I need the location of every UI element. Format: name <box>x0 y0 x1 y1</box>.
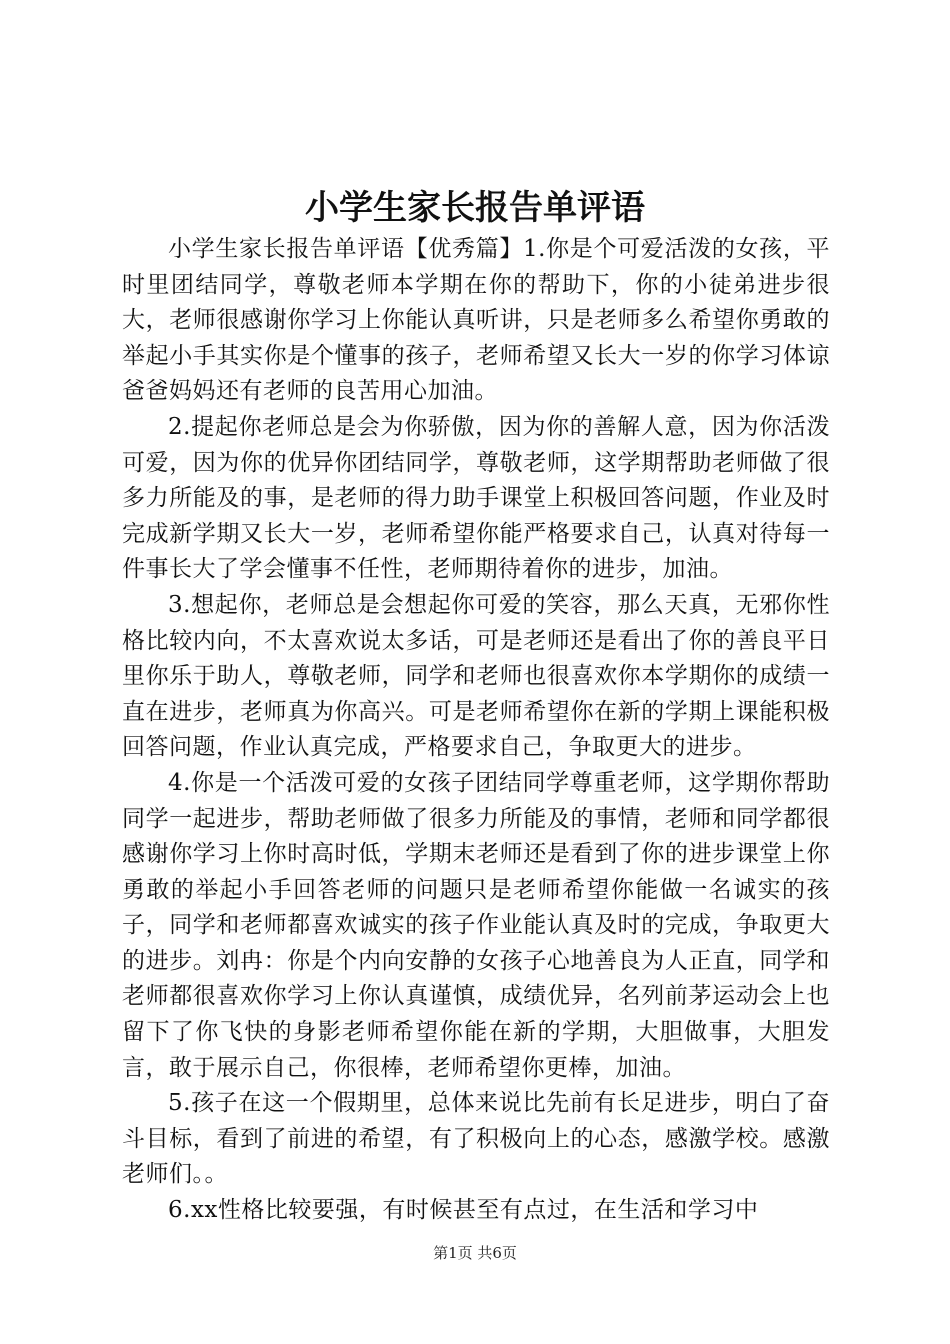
document-title: 小学生家长报告单评语 <box>305 188 645 228</box>
paragraph-4: 4.你是一个活泼可爱的女孩子团结同学尊重老师，这学期你帮助同学一起进步，帮助老师做了很多力所能及的事情，老师和同学都很感谢你学习上你时高时低，学期末老师还是看到了你的进步课堂上你勇敢的举起小手回答老师的问题只是老师希望你能做一名诚实的孩子，同学和老师都喜欢诚实的孩子作业能认真及时的完成，争取更大的进步。刘冉：你是个内向安静的女孩子心地善良为人正直，同学和老师都很喜欢你学习上你认真谨慎，成绩优异，名列前茅运动会上也留下了你飞快的身影老师希望你能在新的学期，大胆做事，大胆发言，敢于展示自己，你很棒，老师希望你更棒，加油。 <box>122 769 830 1081</box>
page-footer <box>0 1242 950 1264</box>
paragraph-3: 3.想起你，老师总是会想起你可爱的笑容，那么天真，无邪你性格比较内向，不太喜欢说太多话，可是老师还是看出了你的善良平日里你乐于助人，尊敬老师，同学和老师也很喜欢你本学期你的成绩一直在进步，老师真为你高兴。可是老师希望你在新的学期上课能积极回答问题，作业认真完成，严格要求自己，争取更大的进步。 <box>122 591 830 761</box>
page-number: 第1页 共6页 <box>433 1244 517 1262</box>
paragraph-2: 2.提起你老师总是会为你骄傲，因为你的善解人意，因为你活泼可爱，因为你的优异你团结同学，尊敬老师，这学期帮助老师做了很多力所能及的事，是老师的得力助手课堂上积极回答问题，作业及时完成新学期又长大一岁，老师希望你能严格要求自己，认真对待每一件事长大了学会懂事不任性，老师期待着你的进步，加油。 <box>122 413 830 583</box>
paragraph-6: 6.xx性格比较要强，有时候甚至有点过，在生活和学习中 <box>168 1197 759 1224</box>
paragraph-5: 5.孩子在这一个假期里，总体来说比先前有长足进步，明白了奋斗目标，看到了前进的希望，有了积极向上的心态，感激学校。感激老师们。。 <box>122 1090 830 1188</box>
document-body <box>122 232 830 1229</box>
paragraph-intro: 小学生家长报告单评语【优秀篇】1.你是个可爱活泼的女孩，平时里团结同学，尊敬老师本学期在你的帮助下，你的小徒弟进步很大，老师很感谢你学习上你能认真听讲，只是老师多么希望你勇敢的举起小手其实你是个懂事的孩子，老师希望又长大一岁的你学习体谅爸爸妈妈还有老师的良苦用心加油。 <box>122 236 830 405</box>
